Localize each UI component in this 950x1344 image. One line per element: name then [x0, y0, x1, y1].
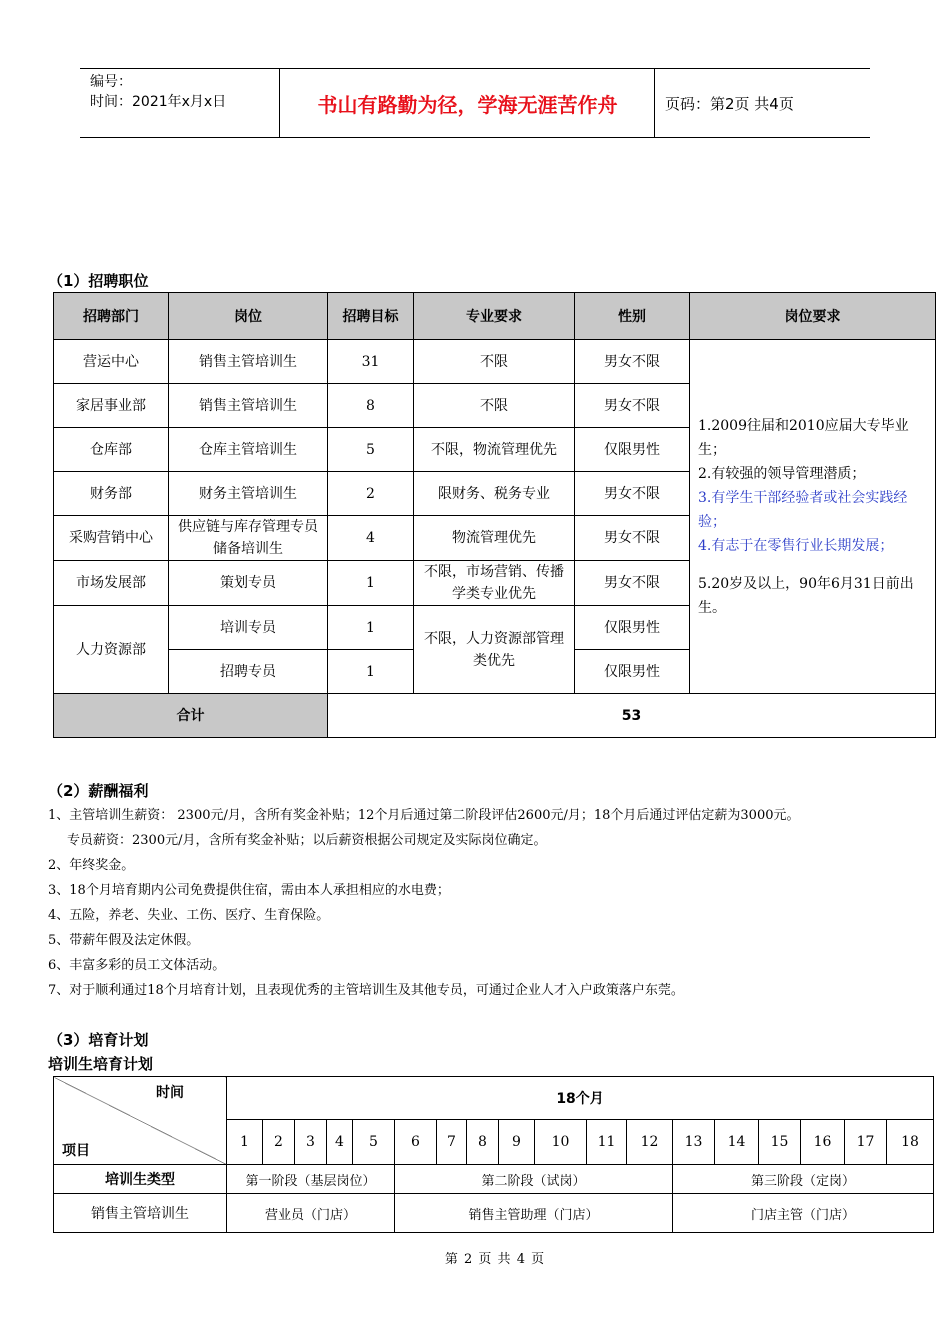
role-stage-2: 销售主管助理（门店）	[395, 1194, 673, 1233]
cell-dept: 采购营销中心	[54, 516, 169, 561]
trainee-type-label: 培训生类型	[54, 1165, 227, 1194]
month-cell: 13	[673, 1120, 715, 1165]
requirement-item: 5.20岁及以上，90年6月31日前出生。	[698, 575, 914, 616]
cell-position: 供应链与库存管理专员储备培训生	[169, 516, 328, 561]
cell-dept: 家居事业部	[54, 384, 169, 428]
cell-major: 不限	[414, 384, 575, 428]
cell-gender: 仅限男性	[575, 428, 690, 472]
stage-1: 第一阶段（基层岗位）	[227, 1165, 395, 1194]
cell-position: 销售主管培训生	[169, 340, 328, 384]
table-header-row	[54, 293, 936, 340]
section-training-title: （3）培育计划	[48, 1031, 149, 1049]
cell-target: 1	[328, 561, 414, 606]
cell-dept: 人力资源部	[54, 606, 169, 694]
month-cell: 1	[227, 1120, 263, 1165]
total-row	[54, 694, 936, 738]
cell-position: 培训专员	[169, 606, 328, 650]
cell-gender: 男女不限	[575, 384, 690, 428]
section-recruit-title: （1）招聘职位	[48, 272, 149, 290]
cell-major: 物流管理优先	[414, 516, 575, 561]
list-item: 7、对于顺利通过18个月培育计划，且表现优秀的主管培训生及其他专员，可通过企业人才入户政策落户东莞。	[48, 983, 684, 998]
stages-row	[54, 1165, 934, 1194]
period-label: 18个月	[227, 1077, 934, 1120]
total-value: 53	[328, 694, 936, 738]
item-axis-label: 项目	[62, 1143, 90, 1159]
cell-major: 不限，市场营销、传播学类专业优先	[414, 561, 575, 606]
requirement-item: 3.有学生干部经验者或社会实践经验；	[698, 489, 908, 530]
requirement-item: 2.有较强的领导管理潜质；	[698, 465, 866, 482]
time-axis-label: 时间	[156, 1085, 184, 1101]
cell-major: 限财务、税务专业	[414, 472, 575, 516]
recruit-table	[53, 292, 936, 738]
trainee-name: 销售主管培训生	[54, 1194, 227, 1233]
month-cell: 9	[499, 1120, 535, 1165]
month-cell: 10	[535, 1120, 587, 1165]
month-cell: 11	[587, 1120, 627, 1165]
cell-position: 策划专员	[169, 561, 328, 606]
header-motto: 书山有路勤为径，学海无涯苦作舟	[281, 69, 655, 137]
table-row	[54, 340, 936, 384]
cell-gender: 仅限男性	[575, 650, 690, 694]
list-item: 1、主管培训生薪资： 2300元/月，含所有奖金补贴；12个月后通过第二阶段评估2600元/月；18个月后通过评估定薪为3000元。	[48, 808, 800, 823]
requirement-item: 4.有志于在零售行业长期发展；	[698, 537, 894, 554]
list-item: 2、年终奖金。	[48, 858, 135, 873]
cell-target: 8	[328, 384, 414, 428]
cell-major: 不限，物流管理优先	[414, 428, 575, 472]
requirement-item: 1.2009往届和2010应届大专毕业生；	[698, 417, 909, 458]
month-cell: 6	[395, 1120, 437, 1165]
cell-target: 2	[328, 472, 414, 516]
cell-dept: 市场发展部	[54, 561, 169, 606]
month-cell: 14	[715, 1120, 759, 1165]
period-row	[54, 1077, 934, 1120]
role-stage-3: 门店主管（门店）	[673, 1194, 934, 1233]
role-stage-1: 营业员（门店）	[227, 1194, 395, 1233]
col-requirements: 岗位要求	[690, 293, 936, 340]
cell-gender: 男女不限	[575, 340, 690, 384]
month-cell: 5	[353, 1120, 395, 1165]
training-plan-subtitle: 培训生培育计划	[48, 1055, 154, 1073]
header-meta	[80, 69, 280, 137]
month-cell: 15	[759, 1120, 801, 1165]
stage-3: 第三阶段（定岗）	[673, 1165, 934, 1194]
cell-position: 招聘专员	[169, 650, 328, 694]
cell-target: 1	[328, 650, 414, 694]
trainee-row	[54, 1194, 934, 1233]
cell-gender: 男女不限	[575, 516, 690, 561]
month-cell: 17	[845, 1120, 887, 1165]
total-label: 合计	[54, 694, 328, 738]
col-gender: 性别	[575, 293, 690, 340]
month-cell: 7	[437, 1120, 467, 1165]
stage-2: 第二阶段（试岗）	[395, 1165, 673, 1194]
cell-position: 销售主管培训生	[169, 384, 328, 428]
month-cell: 2	[263, 1120, 295, 1165]
header-page-info: 页码：第2页 共4页	[665, 94, 794, 113]
list-item: 5、带薪年假及法定休假。	[48, 933, 200, 948]
cell-dept: 仓库部	[54, 428, 169, 472]
cell-gender: 男女不限	[575, 561, 690, 606]
col-dept: 招聘部门	[54, 293, 169, 340]
cell-job-requirements	[690, 340, 936, 694]
document-number: 编号：	[90, 74, 132, 90]
cell-gender: 仅限男性	[575, 606, 690, 650]
list-item: 4、五险，养老、失业、工伤、医疗、生育保险。	[48, 908, 330, 923]
cell-position: 仓库主管培训生	[169, 428, 328, 472]
document-time: 时间：2021年x月x日	[90, 94, 227, 110]
benefits-list	[48, 803, 800, 1003]
header-corner-cell	[54, 1077, 227, 1165]
cell-major: 不限	[414, 340, 575, 384]
month-cell: 3	[295, 1120, 327, 1165]
list-item: 3、18个月培育期内公司免费提供住宿，需由本人承担相应的水电费；	[48, 883, 450, 898]
month-cell: 8	[467, 1120, 499, 1165]
training-plan-table	[53, 1076, 934, 1233]
col-position: 岗位	[169, 293, 328, 340]
list-item: 6、丰富多彩的员工文体活动。	[48, 958, 226, 973]
cell-target: 1	[328, 606, 414, 650]
cell-dept: 财务部	[54, 472, 169, 516]
cell-target: 31	[328, 340, 414, 384]
list-item: 专员薪资：2300元/月，含所有奖金补贴；以后薪资根据公司规定及实际岗位确定。	[67, 833, 547, 848]
cell-major: 不限，人力资源部管理类优先	[414, 606, 575, 694]
cell-gender: 男女不限	[575, 472, 690, 516]
month-cell: 4	[327, 1120, 353, 1165]
month-cell: 18	[887, 1120, 934, 1165]
cell-target: 4	[328, 516, 414, 561]
col-target: 招聘目标	[328, 293, 414, 340]
cell-position: 财务主管培训生	[169, 472, 328, 516]
cell-dept: 营运中心	[54, 340, 169, 384]
col-major: 专业要求	[414, 293, 575, 340]
month-cell: 16	[801, 1120, 845, 1165]
month-cell: 12	[627, 1120, 673, 1165]
page-footer: 第 2 页 共 4 页	[444, 1252, 546, 1267]
section-benefits-title: （2）薪酬福利	[48, 782, 149, 800]
cell-target: 5	[328, 428, 414, 472]
page-header	[80, 68, 870, 138]
